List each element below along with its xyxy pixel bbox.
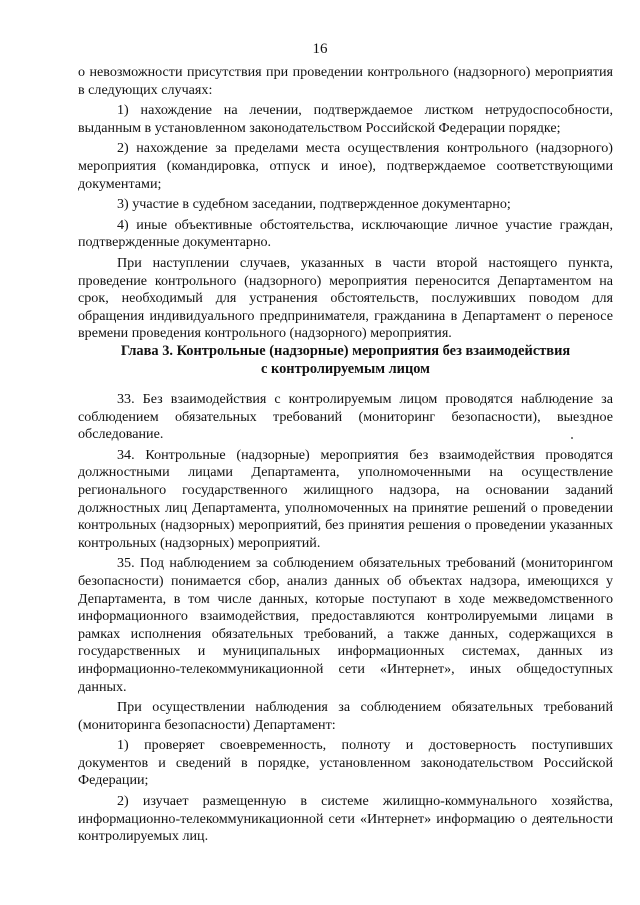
paragraph-33: 33. Без взаимодействия с контролируемым лицом проводятся наблюдение за соблюдением обязательных требований (мониторинг безопасности), выездное обследование. [78, 391, 613, 443]
list-item-monitoring-2: 2) изучает размещенную в системе жилищно-коммунального хозяйства, информационно-телекоммуникационной сети «Интернет» информацию о деятельности контролируемых лиц. [78, 793, 613, 845]
list-item-2: 2) нахождение за пределами места осуществления контрольного (надзорного) мероприятия (командировка, отпуск и иное), подтверждаемое соответствующими документами; [78, 140, 613, 192]
page-number: 16 [312, 41, 328, 57]
list-item-3: 3) участие в судебном заседании, подтвержденное документарно; [117, 196, 511, 213]
chapter-heading-line-1: Глава 3. Контрольные (надзорные) мероприятия без взаимодействия [120, 343, 571, 359]
text-block-chapter-3 [78, 391, 613, 846]
scan-speck [571, 437, 573, 439]
chapter-heading [78, 343, 613, 378]
chapter-heading-line-2: с контролируемым лицом [261, 360, 430, 377]
paragraph-35: 35. Под наблюдением за соблюдением обязательных требований (мониторингом безопасности) понимается сбор, анализ данных об объектах надзора, имеющихся у Департамента, в том числе данных, которые поступают в ходе межведомственного информационного взаимодействия, предоставляются контролируемыми лицами в рамках исполнения обязательных требований, а также данных, содержащихся в государственных и муниципальных информационных системах, данных из информационно-телекоммуникационной сети «Интернет», иных общедоступных данных. [78, 555, 613, 695]
paragraph-intro: о невозможности присутствия при проведении контрольного (надзорного) мероприятия в следующих случаях: [78, 64, 613, 98]
text-block-intro [78, 64, 613, 343]
list-item-monitoring-1: 1) проверяет своевременность, полноту и достоверность поступивших документов и сведений в порядке, установленном законодательством Российской Федерации; [78, 737, 613, 789]
paragraph-34: 34. Контрольные (надзорные) мероприятия без взаимодействия проводятся должностными лицами Департамента, уполномоченными на осуществление регионального государственного жилищного надзора, на основании заданий должностных лиц Департамента, уполномоченных на принятие решений о проведении контрольных (надзорных) мероприятий, без принятия решения о проведении указанных контрольных (надзорных) мероприятий. [78, 446, 613, 551]
paragraph-postponement: При наступлении случаев, указанных в части второй настоящего пункта, проведение контрольного (надзорного) мероприятия переносится Департаментом на срок, необходимый для устранения обстоятельств, послуживших поводом для обращения индивидуального предпринимателя, гражданина в Департамент о переносе времени проведения контрольного (надзорного) мероприятия. [78, 254, 613, 342]
list-item-1: 1) нахождение на лечении, подтверждаемое листком нетрудоспособности, выданным в установленном законодательством Российской Федерации порядке; [78, 102, 613, 136]
list-item-4: 4) иные объективные обстоятельства, исключающие личное участие граждан, подтвержденные документарно. [78, 216, 613, 251]
paragraph-monitoring: При осуществлении наблюдения за соблюдением обязательных требований (мониторинга безопасности) Департамент: [78, 699, 613, 733]
